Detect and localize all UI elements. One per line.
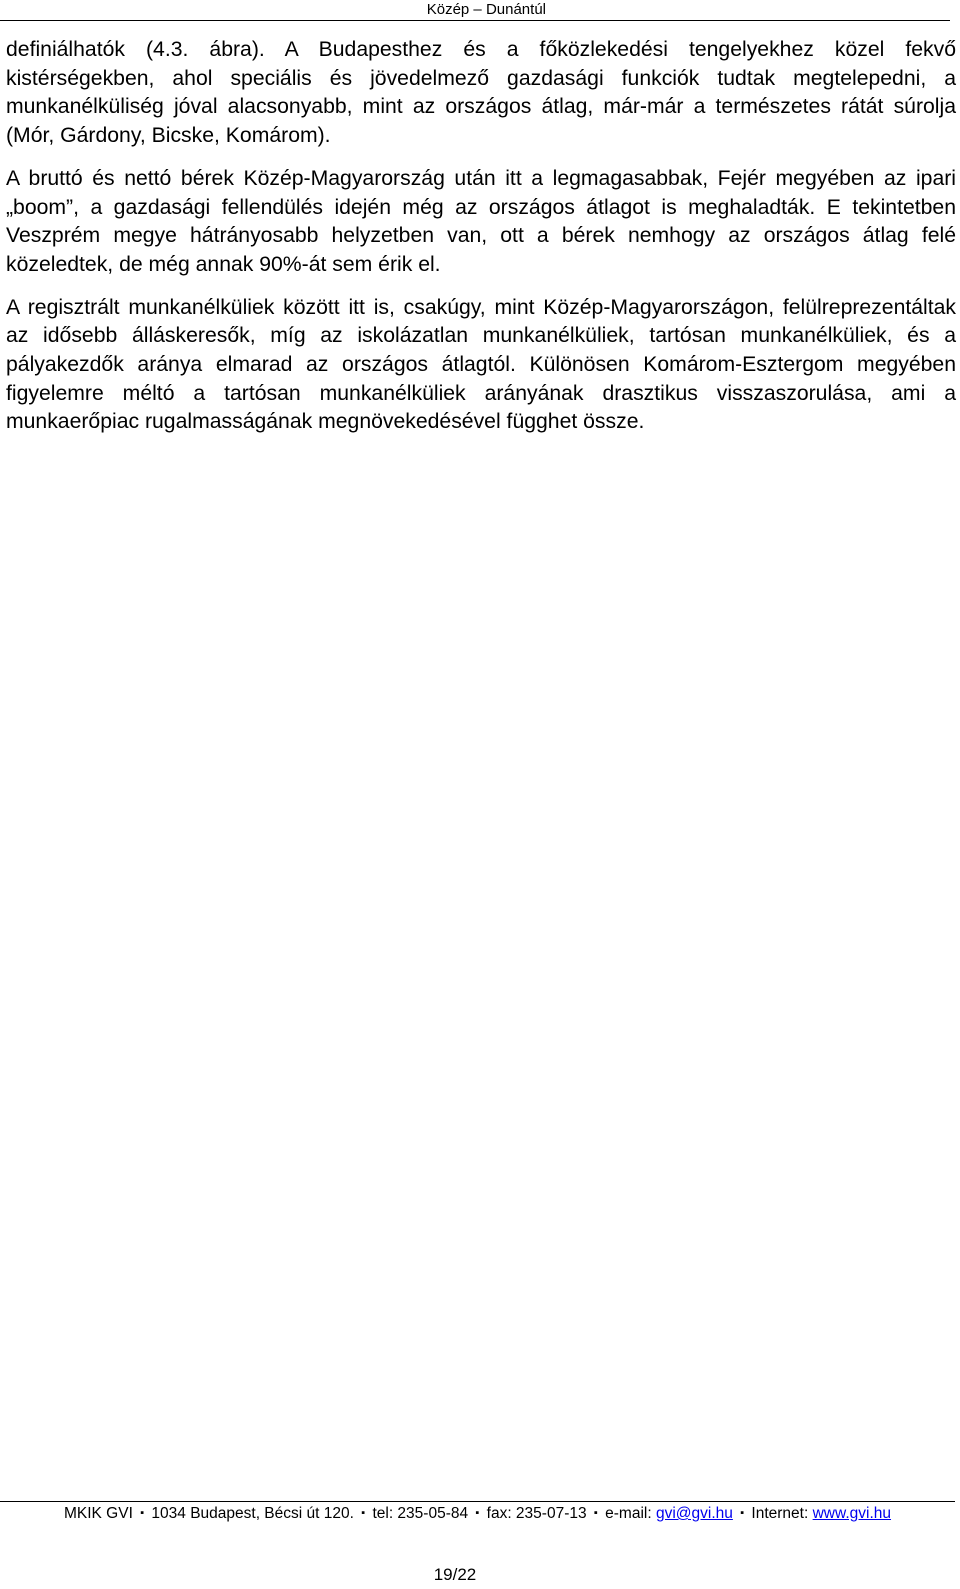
footer-separator: ▪ — [740, 1507, 745, 1519]
footer-divider — [0, 1501, 955, 1502]
footer-separator: ▪ — [140, 1507, 145, 1519]
body-paragraph-3: A regisztrált munkanélküliek között itt is, csakúgy, mint Közép-Magyarországon, felülreprezentáltak az idősebb álláskeresők, míg az iskolázatlan munkanélküliek, tartósan munkanélküliek, és a pályakezdők aránya elmarad az országos átlagtól. Különösen Komárom-Esztergom megyében figyelemre méltó a tartósan munkanélküliek arányának drasztikus visszaszorulása, ami a munkaerőpiac rugalmasságának megnövekedésével függhet össze. — [6, 295, 956, 434]
footer-fax: fax: 235-07-13 — [486, 1505, 587, 1522]
body-paragraph-2: A bruttó és nettó bérek Közép-Magyarország után itt a legmagasabbak, Fejér megyében az ipari „boom”, a gazdasági fellendülés idején még az országos átlagot is meghaladták. E tekintetben Veszprém megye hátrányosabb helyzetben van, ott a bérek nemhogy az országos átlag felé közeledtek, de még annak 90%-át sem érik el. — [6, 166, 956, 276]
document-body — [6, 36, 956, 451]
footer-email-link[interactable]: gvi@gvi.hu — [655, 1505, 733, 1522]
footer-org: MKIK GVI — [63, 1505, 133, 1522]
footer-internet-label: Internet: — [751, 1505, 809, 1522]
body-paragraph-1: definiálhatók (4.3. ábra). A Budapesthez és a főközlekedési tengelyekhez közel fekvő kistérségekben, ahol speciális és jövedelmező gazdasági funkciók tudtak megtelepedni, a munkanélküliség jóval alacsonyabb, mint az országos átlag, már-már a természetes rátát súrolja (Mór, Gárdony, Bicske, Komárom). — [6, 38, 956, 148]
running-header-title: Közép – Dunántúl — [426, 1, 546, 18]
running-header — [0, 0, 950, 21]
footer-separator: ▪ — [475, 1507, 480, 1519]
footer-tel: tel: 235-05-84 — [372, 1505, 469, 1522]
footer-separator: ▪ — [361, 1507, 366, 1519]
footer-email-label: e-mail: — [605, 1505, 652, 1522]
footer-contact-line — [0, 1505, 955, 1523]
footer-separator: ▪ — [593, 1507, 598, 1519]
footer-address: 1034 Budapest, Bécsi út 120. — [151, 1505, 354, 1522]
footer-website-link[interactable]: www.gvi.hu — [812, 1505, 892, 1522]
page-number: 19/22 — [433, 1565, 477, 1584]
